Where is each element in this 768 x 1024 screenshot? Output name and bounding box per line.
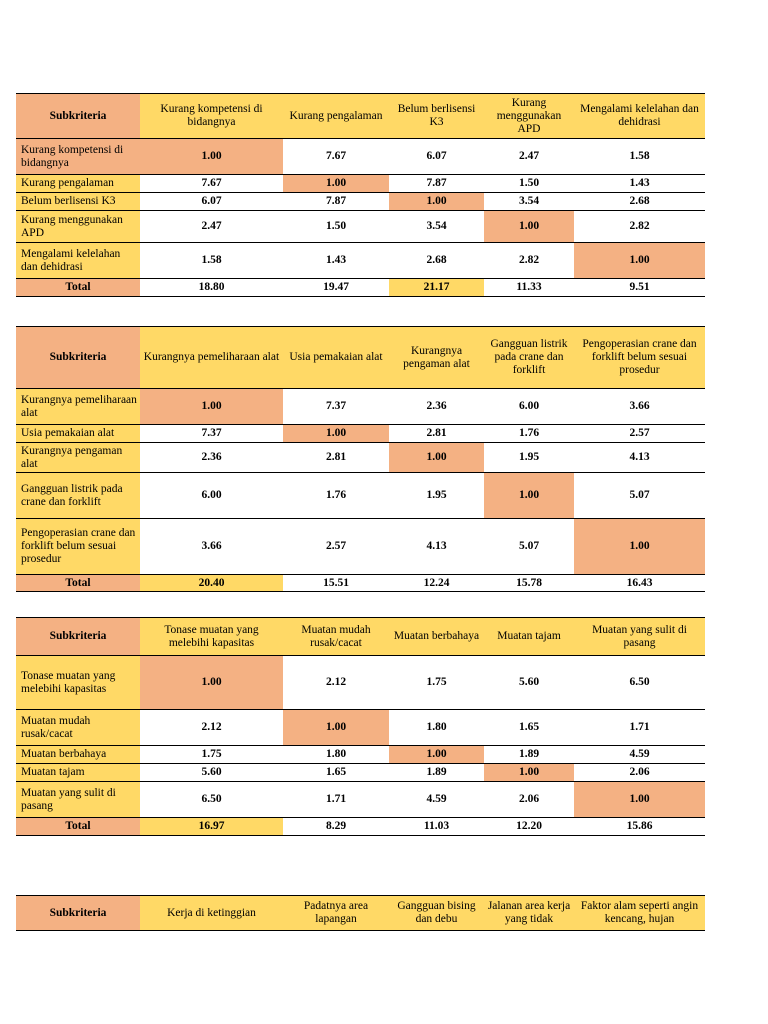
value-cell: 1.58 <box>140 243 283 279</box>
value-cell: 2.47 <box>140 211 283 243</box>
value-cell: 7.67 <box>140 175 283 193</box>
header-cell: Faktor alam seperti angin kencang, hujan <box>574 896 705 931</box>
table-header-row <box>16 327 705 389</box>
value-cell: 1.50 <box>283 211 389 243</box>
value-cell: 1.00 <box>484 211 574 243</box>
table-row <box>16 139 705 175</box>
value-cell: 5.60 <box>484 656 574 710</box>
row-label: Kurang pengalaman <box>16 175 140 193</box>
row-label: Tonase muatan yang melebihi kapasitas <box>16 656 140 710</box>
table-row <box>16 389 705 425</box>
value-cell: 1.00 <box>283 175 389 193</box>
total-cell: 21.17 <box>389 279 484 297</box>
table-row <box>16 656 705 710</box>
row-label: Kurang menggunakan APD <box>16 211 140 243</box>
value-cell: 1.80 <box>389 710 484 746</box>
table-row <box>16 782 705 818</box>
row-label: Muatan berbahaya <box>16 746 140 764</box>
value-cell: 7.87 <box>283 193 389 211</box>
total-cell: 12.24 <box>389 575 484 592</box>
value-cell: 1.95 <box>389 473 484 519</box>
table-header-row <box>16 896 705 931</box>
value-cell: 2.06 <box>574 764 705 782</box>
value-cell: 1.75 <box>140 746 283 764</box>
value-cell: 2.06 <box>484 782 574 818</box>
table-row <box>16 519 705 575</box>
value-cell: 3.54 <box>389 211 484 243</box>
table-row <box>16 764 705 782</box>
total-cell: 16.97 <box>140 818 283 836</box>
value-cell: 1.00 <box>283 710 389 746</box>
header-cell: Padatnya area lapangan <box>283 896 389 931</box>
comparison-table-2 <box>16 326 705 592</box>
value-cell: 1.50 <box>484 175 574 193</box>
comparison-table-3 <box>16 617 705 836</box>
total-cell: 15.51 <box>283 575 389 592</box>
total-row <box>16 279 705 297</box>
header-cell: Kurang menggunakan APD <box>484 94 574 139</box>
table-row <box>16 193 705 211</box>
header-cell: Muatan mudah rusak/cacat <box>283 618 389 656</box>
row-label: Kurangnya pengaman alat <box>16 443 140 473</box>
table-row <box>16 425 705 443</box>
value-cell: 1.89 <box>389 764 484 782</box>
value-cell: 1.00 <box>140 656 283 710</box>
total-cell: 11.33 <box>484 279 574 297</box>
value-cell: 2.68 <box>574 193 705 211</box>
header-cell: Jalanan area kerja yang tidak <box>484 896 574 931</box>
value-cell: 2.36 <box>389 389 484 425</box>
value-cell: 7.67 <box>283 139 389 175</box>
value-cell: 1.43 <box>574 175 705 193</box>
value-cell: 1.89 <box>484 746 574 764</box>
table-header-row <box>16 94 705 139</box>
value-cell: 6.07 <box>140 193 283 211</box>
value-cell: 1.00 <box>389 746 484 764</box>
total-cell: 11.03 <box>389 818 484 836</box>
header-cell: Muatan berbahaya <box>389 618 484 656</box>
row-label: Muatan tajam <box>16 764 140 782</box>
value-cell: 1.71 <box>574 710 705 746</box>
value-cell: 2.12 <box>140 710 283 746</box>
value-cell: 1.95 <box>484 443 574 473</box>
total-cell: 8.29 <box>283 818 389 836</box>
value-cell: 7.37 <box>283 389 389 425</box>
table-row <box>16 746 705 764</box>
value-cell: 1.00 <box>484 764 574 782</box>
value-cell: 7.87 <box>389 175 484 193</box>
header-cell: Mengalami kelelahan dan dehidrasi <box>574 94 705 139</box>
value-cell: 1.43 <box>283 243 389 279</box>
value-cell: 1.00 <box>574 782 705 818</box>
value-cell: 2.57 <box>283 519 389 575</box>
value-cell: 4.59 <box>389 782 484 818</box>
value-cell: 6.00 <box>484 389 574 425</box>
value-cell: 1.00 <box>574 519 705 575</box>
header-cell: Gangguan bising dan debu <box>389 896 484 931</box>
comparison-table-1 <box>16 93 705 297</box>
header-cell: Kurang kompetensi di bidangnya <box>140 94 283 139</box>
header-cell: Kerja di ketinggian <box>140 896 283 931</box>
total-cell: 19.47 <box>283 279 389 297</box>
header-cell: Belum berlisensi K3 <box>389 94 484 139</box>
header-cell: Subkriteria <box>16 327 140 389</box>
value-cell: 1.00 <box>389 193 484 211</box>
value-cell: 1.00 <box>140 139 283 175</box>
value-cell: 2.57 <box>574 425 705 443</box>
total-cell: 15.78 <box>484 575 574 592</box>
total-cell: 16.43 <box>574 575 705 592</box>
total-cell: 18.80 <box>140 279 283 297</box>
header-cell: Tonase muatan yang melebihi kapasitas <box>140 618 283 656</box>
table-row <box>16 243 705 279</box>
value-cell: 1.65 <box>283 764 389 782</box>
header-cell: Usia pemakaian alat <box>283 327 389 389</box>
value-cell: 1.76 <box>283 473 389 519</box>
total-row <box>16 575 705 592</box>
header-cell: Kurang pengalaman <box>283 94 389 139</box>
table-row <box>16 473 705 519</box>
value-cell: 5.07 <box>574 473 705 519</box>
value-cell: 1.76 <box>484 425 574 443</box>
row-label: Muatan mudah rusak/cacat <box>16 710 140 746</box>
value-cell: 3.66 <box>140 519 283 575</box>
value-cell: 2.68 <box>389 243 484 279</box>
row-label: Usia pemakaian alat <box>16 425 140 443</box>
value-cell: 1.00 <box>484 473 574 519</box>
value-cell: 1.65 <box>484 710 574 746</box>
value-cell: 1.00 <box>140 389 283 425</box>
row-label: Muatan yang sulit di pasang <box>16 782 140 818</box>
table-row <box>16 211 705 243</box>
value-cell: 6.00 <box>140 473 283 519</box>
value-cell: 1.00 <box>283 425 389 443</box>
header-cell: Kurangnya pemeliharaan alat <box>140 327 283 389</box>
header-cell: Muatan yang sulit di pasang <box>574 618 705 656</box>
value-cell: 3.54 <box>484 193 574 211</box>
value-cell: 4.13 <box>574 443 705 473</box>
total-cell: 20.40 <box>140 575 283 592</box>
header-cell: Pengoperasian crane dan forklift belum sesuai prosedur <box>574 327 705 389</box>
value-cell: 1.00 <box>389 443 484 473</box>
value-cell: 6.50 <box>574 656 705 710</box>
value-cell: 2.12 <box>283 656 389 710</box>
value-cell: 6.07 <box>389 139 484 175</box>
total-row <box>16 818 705 836</box>
value-cell: 5.60 <box>140 764 283 782</box>
value-cell: 5.07 <box>484 519 574 575</box>
total-cell: 15.86 <box>574 818 705 836</box>
value-cell: 2.47 <box>484 139 574 175</box>
value-cell: 1.00 <box>574 243 705 279</box>
value-cell: 2.82 <box>484 243 574 279</box>
value-cell: 2.36 <box>140 443 283 473</box>
total-cell: 9.51 <box>574 279 705 297</box>
row-label: Pengoperasian crane dan forklift belum sesuai prosedur <box>16 519 140 575</box>
row-label: Kurangnya pemeliharaan alat <box>16 389 140 425</box>
value-cell: 6.50 <box>140 782 283 818</box>
value-cell: 2.81 <box>389 425 484 443</box>
value-cell: 1.80 <box>283 746 389 764</box>
row-label: Mengalami kelelahan dan dehidrasi <box>16 243 140 279</box>
row-label: Kurang kompetensi di bidangnya <box>16 139 140 175</box>
header-cell: Subkriteria <box>16 618 140 656</box>
header-cell: Subkriteria <box>16 94 140 139</box>
header-cell: Subkriteria <box>16 896 140 931</box>
total-label: Total <box>16 279 140 297</box>
value-cell: 2.82 <box>574 211 705 243</box>
header-cell: Muatan tajam <box>484 618 574 656</box>
table-row <box>16 443 705 473</box>
header-cell: Kurangnya pengaman alat <box>389 327 484 389</box>
row-label: Gangguan listrik pada crane dan forklift <box>16 473 140 519</box>
total-label: Total <box>16 575 140 592</box>
value-cell: 7.37 <box>140 425 283 443</box>
table-row <box>16 710 705 746</box>
value-cell: 4.59 <box>574 746 705 764</box>
row-label: Belum berlisensi K3 <box>16 193 140 211</box>
value-cell: 1.58 <box>574 139 705 175</box>
value-cell: 3.66 <box>574 389 705 425</box>
table-header-row <box>16 618 705 656</box>
total-cell: 12.20 <box>484 818 574 836</box>
value-cell: 1.71 <box>283 782 389 818</box>
header-cell: Gangguan listrik pada crane dan forklift <box>484 327 574 389</box>
value-cell: 2.81 <box>283 443 389 473</box>
value-cell: 1.75 <box>389 656 484 710</box>
value-cell: 4.13 <box>389 519 484 575</box>
table-row <box>16 175 705 193</box>
total-label: Total <box>16 818 140 836</box>
comparison-table-4 <box>16 895 705 931</box>
